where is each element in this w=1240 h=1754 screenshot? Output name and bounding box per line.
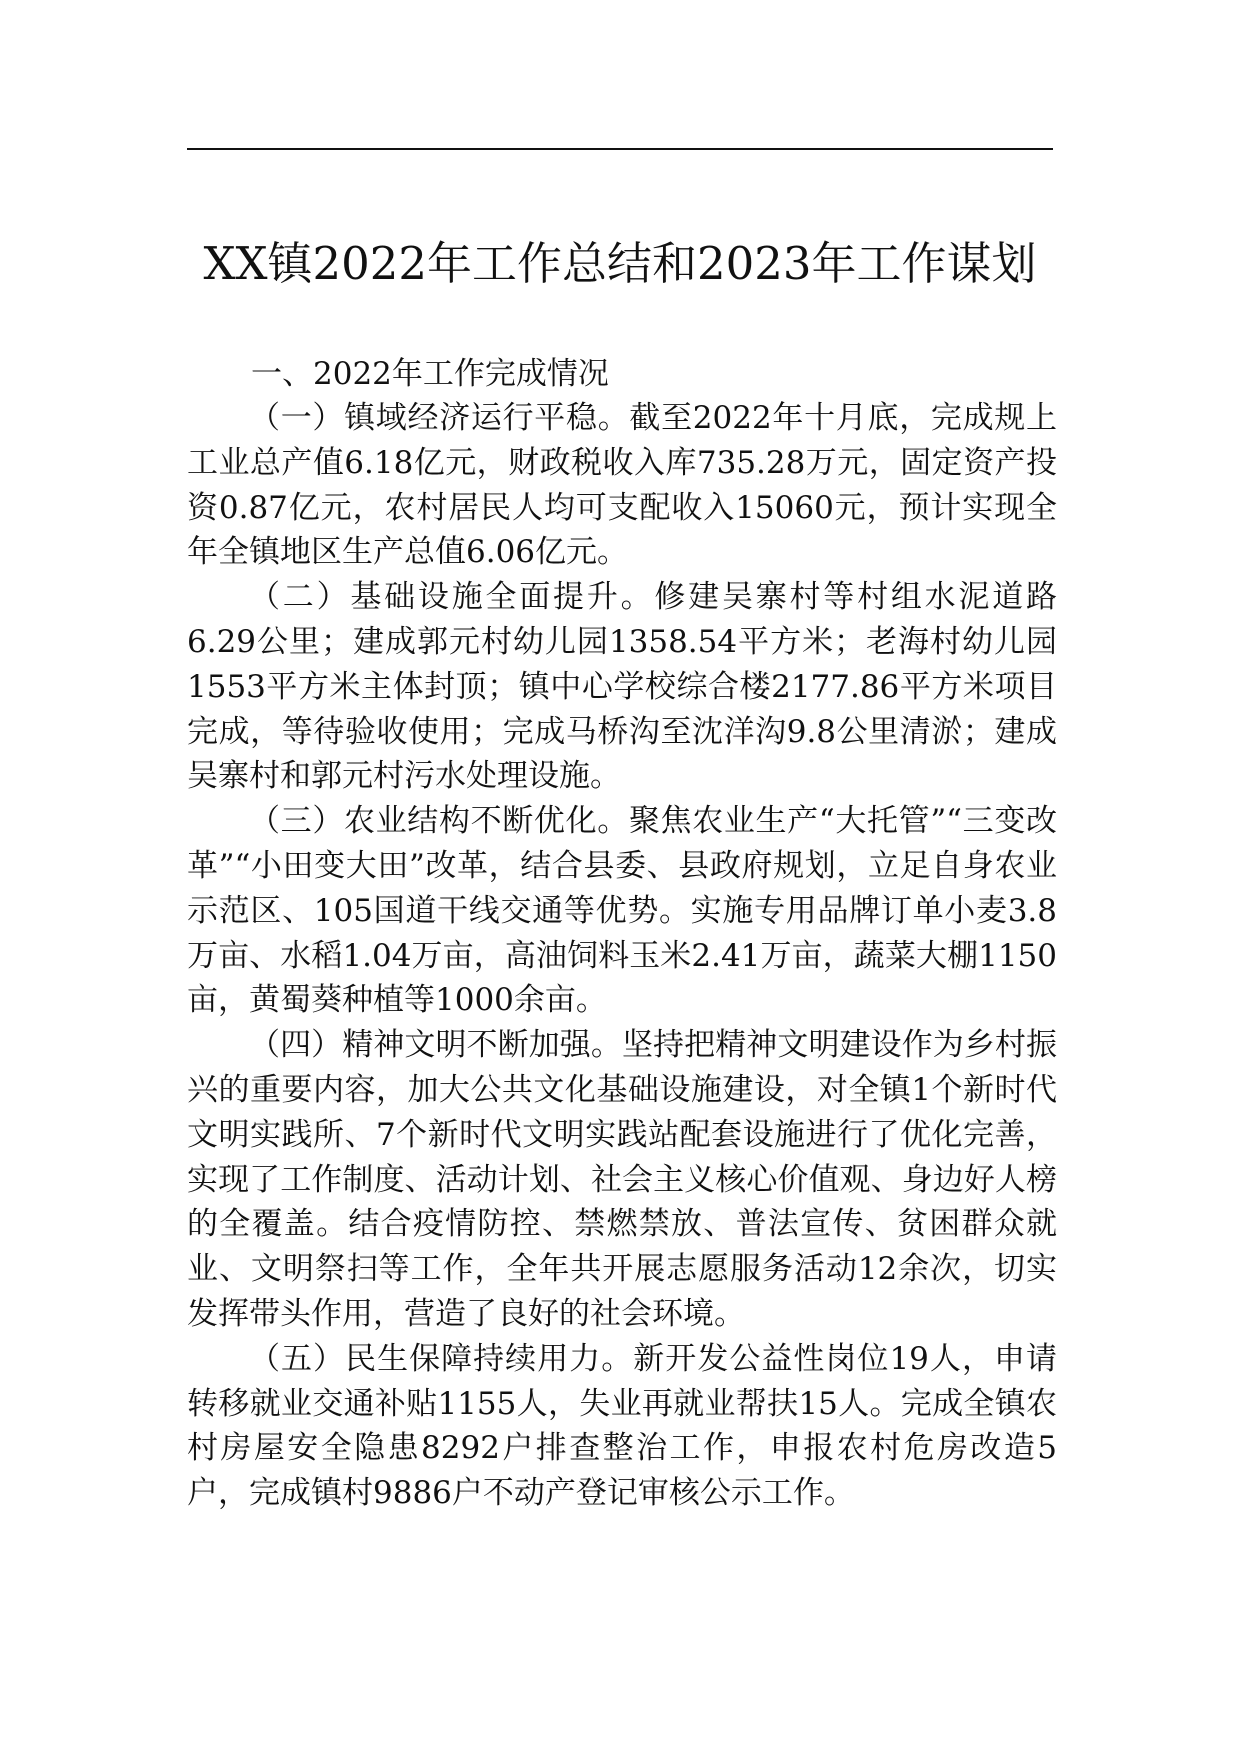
paragraph-economy: （一）镇域经济运行平稳。截至2022年十月底，完成规上工业总产值6.18亿元，财政税收入库735.28万元，固定资产投资0.87亿元，农村居民人均可支配收入15060元，预计实现全年全镇地区生产总值6.06亿元。 <box>187 400 1057 571</box>
paragraph-agriculture: （三）农业结构不断优化。聚焦农业生产“大托管”“三变改革”“小田变大田”改革，结合县委、县政府规划，立足自身农业示范区、105国道干线交通等优势。实施专用品牌订单小麦3.8万亩、水稻1.04万亩，高油饲料玉米2.41万亩，蔬菜大棚1150亩，黄蜀葵种植等1000余亩。 <box>187 803 1057 1019</box>
paragraph-livelihood: （五）民生保障持续用力。新开发公益性岗位19人，申请转移就业交通补贴1155人，失业再就业帮扶15人。完成全镇农村房屋安全隐患8292户排查整治工作，申报农村危房改造5户，完成镇村9886户不动产登记审核公示工作。 <box>187 1340 1057 1512</box>
document-body <box>187 352 1057 1516</box>
paragraph-infrastructure: （二）基础设施全面提升。修建吴寨村等村组水泥道路6.29公里；建成郭元村幼儿园1358.54平方米；老海村幼儿园1553平方米主体封顶；镇中心学校综合楼2177.86平方米项目完成，等待验收使用；完成马桥沟至沈洋沟9.8公里清淤；建成吴寨村和郭元村污水处理设施。 <box>187 579 1057 795</box>
document-title: XX镇2022年工作总结和2023年工作谋划 <box>203 237 1037 290</box>
header-rule <box>187 148 1053 150</box>
section-heading: 一、2022年工作完成情况 <box>251 356 609 392</box>
paragraph-civilization: （四）精神文明不断加强。坚持把精神文明建设作为乡村振兴的重要内容，加大公共文化基础设施建设，对全镇1个新时代文明实践所、7个新时代文明实践站配套设施进行了优化完善，实现了工作制度、活动计划、社会主义核心价值观、身边好人榜的全覆盖。结合疫情防控、禁燃禁放、普法宣传、贫困群众就业、文明祭扫等工作，全年共开展志愿服务活动12余次，切实发挥带头作用，营造了良好的社会环境。 <box>187 1027 1057 1332</box>
